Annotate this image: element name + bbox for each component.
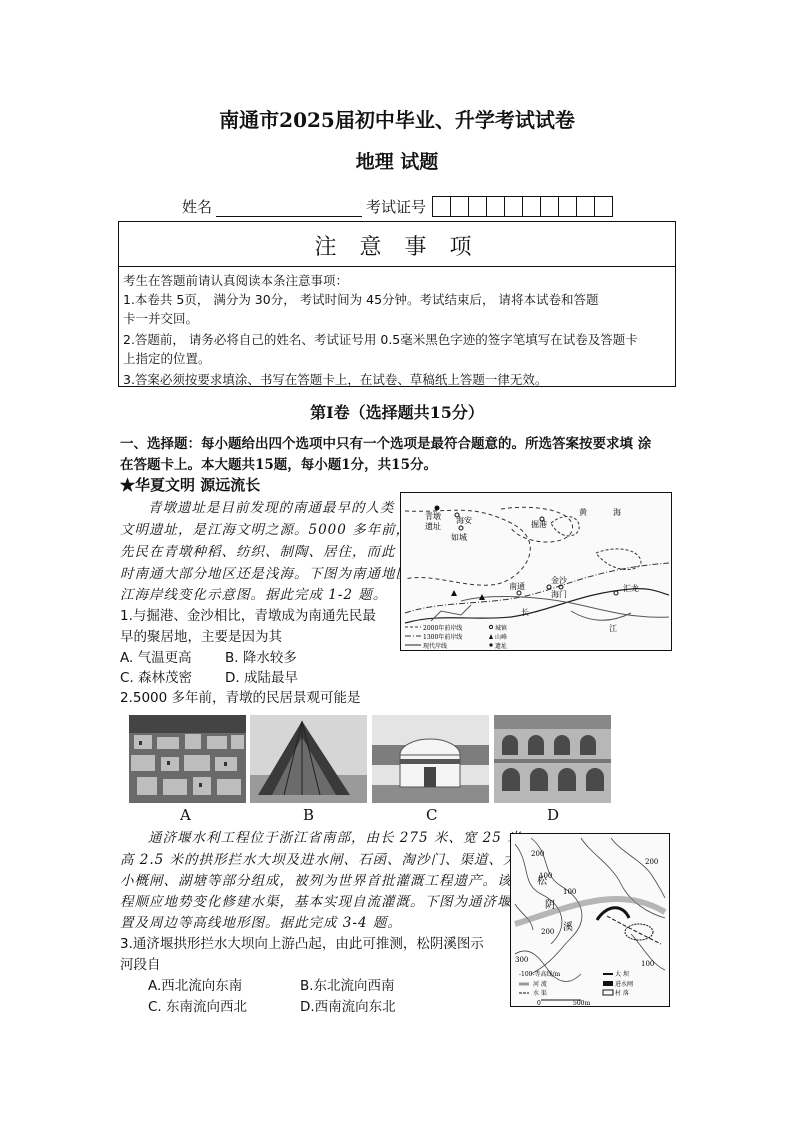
place-label: 南通 <box>509 582 525 591</box>
id-row <box>182 196 613 217</box>
exam-no-boxes[interactable] <box>432 196 613 217</box>
notice-line: 3.答案必须按要求填涂、书写在答题卡上，在试卷、草稿纸上答题一律无效。 <box>123 372 548 387</box>
photo-label: B <box>303 806 315 824</box>
scale-label: 0 <box>537 1000 541 1007</box>
q1-option-c[interactable]: C. 森林茂密 <box>120 670 193 686</box>
place-label: 金沙 <box>551 576 567 585</box>
photo-label: C <box>426 806 438 824</box>
place-label: 汇龙 <box>623 584 639 593</box>
q3-option-b[interactable]: B.东北流向西南 <box>300 978 395 994</box>
q3-stem: 河段自 <box>120 957 161 973</box>
river-label: 松 <box>537 876 547 887</box>
legend-label: 进水闸 <box>615 981 634 988</box>
passage-line: 青墩遗址是目前发现的南通最早的人类 <box>148 500 395 516</box>
place-label: 海门 <box>551 590 567 599</box>
passage-line: 时南通大部分地区还是浅海。下图为南通地区 <box>120 566 410 582</box>
notice-line: 1.本卷共 5页， 满分为 30分， 考试时间为 45分钟。考试结束后， 请将本试卷和答题 <box>123 292 599 307</box>
instruction-line: 一、选择题：每小题给出四个选项中只有一个选项是最符合题意的。所选答案按要求填 涂 <box>120 436 652 452</box>
q3-option-a[interactable]: A.西北流向东南 <box>148 978 243 994</box>
place-label: 遗址 <box>425 522 441 531</box>
legend-label: 河 流 <box>533 981 547 988</box>
passage-line: 文明遗址，是江海文明之源。5000 多年前， <box>120 522 411 538</box>
notice-line: 考生在答题前请认真阅读本条注意事项： <box>123 273 349 288</box>
legend-label: 水 渠 <box>533 990 547 997</box>
notice-heading: 注 意 事 项 <box>314 235 480 260</box>
contour-label: 300 <box>515 956 529 964</box>
passage-line: 程顺应地势变化修建水渠，基本实现自流灌溉。下图为通济堰位 <box>120 894 526 910</box>
place-label: 青墩 <box>425 512 441 521</box>
photo-label: D <box>547 806 560 824</box>
contour-label: 100 <box>641 960 655 968</box>
legend-label: 2000年前岸线 <box>423 625 463 632</box>
contour-label: 200 <box>531 850 545 858</box>
notice-line: 卡一并交回。 <box>123 311 199 326</box>
exam-no-label: 考试证号 <box>366 198 427 216</box>
legend-label: -100-等高线/m <box>519 971 561 978</box>
notice-line: 2.答题前， 请务必将自己的姓名、考试证号用 0.5毫米黑色字迹的签字笔填写在试卷及答题卡 <box>123 332 638 347</box>
topic-heading: ★华夏文明 源远流长 <box>120 476 261 494</box>
legend-label: 山峰 <box>495 634 508 641</box>
q3-stem: 3.通济堰拱形拦水大坝向上游凸起，由此可推测，松阴溪图示 <box>120 936 484 952</box>
place-label: 掘港 <box>531 520 547 529</box>
section-heading: 第Ⅰ卷（选择题共15分） <box>310 403 484 422</box>
q3-option-d[interactable]: D.西南流向东北 <box>300 999 396 1015</box>
passage-line: 置及周边等高线地形图。据此完成 3-4 题。 <box>120 915 402 931</box>
place-label: 江 <box>609 624 617 633</box>
q1-stem: 1.与掘港、金沙相比，青墩成为南通先民最 <box>120 608 376 624</box>
legend-label: 村 落 <box>615 990 629 997</box>
passage-line: 小概闸、湖塘等部分组成，被列为世界首批灌溉工程遗产。该工 <box>120 873 526 889</box>
scale-label: 500m <box>573 1000 591 1007</box>
place-label: 海安 <box>456 516 472 525</box>
place-label: 如城 <box>451 533 467 542</box>
q1-option-d[interactable]: D. 成陆最早 <box>225 670 298 686</box>
exam-title: 南通市2025届初中毕业、升学考试试卷 <box>219 108 575 132</box>
contour-label: 100 <box>563 888 577 896</box>
coastline-map <box>400 492 672 651</box>
q1-stem: 早的聚居地，主要是因为其 <box>120 629 282 645</box>
contour-label: 200 <box>645 858 659 866</box>
q1-option-b[interactable]: B. 降水较多 <box>225 650 297 666</box>
contour-map <box>510 833 670 1007</box>
place-label: 海 <box>613 508 621 517</box>
legend-label: 1300年前岸线 <box>423 634 463 641</box>
instruction-line: 在答题卡上。本大题共15题，每小题1分，共15分。 <box>120 457 437 473</box>
q3-option-c[interactable]: C. 东南流向西北 <box>148 999 248 1015</box>
place-label: 黄 <box>579 508 587 517</box>
legend-label: 现代岸线 <box>423 643 448 650</box>
legend-label: 遗址 <box>495 643 508 650</box>
name-label: 姓名 <box>182 198 213 216</box>
contour-label: 100 <box>539 872 553 880</box>
name-field[interactable] <box>216 198 362 217</box>
q1-option-a[interactable]: A. 气温更高 <box>120 650 192 666</box>
notice-line: 上指定的位置。 <box>123 351 211 366</box>
q2-stem: 2.5000 多年前，青墩的民居景观可能是 <box>120 690 361 706</box>
photo-label: A <box>180 806 191 824</box>
legend-label: 城镇 <box>495 625 508 632</box>
place-label: 长 <box>521 608 529 617</box>
contour-label: 200 <box>541 928 555 936</box>
passage-line: 高 2.5 米的拱形拦水大坝及进水闸、石函、淘沙门、渠道、大 <box>120 852 518 868</box>
subject-title: 地理 试题 <box>355 151 439 173</box>
river-label: 溪 <box>563 922 573 933</box>
legend-label: 大 坝 <box>615 971 629 978</box>
passage-line: 通济堰水利工程位于浙江省南部，由长 275 米、宽 25 米、 <box>148 830 537 846</box>
photo-a-dense-houses[interactable] <box>129 715 246 803</box>
photo-c-yurt[interactable] <box>372 715 489 803</box>
photo-d-cave-dwellings[interactable] <box>494 715 611 803</box>
notice-box <box>118 221 676 387</box>
passage-line: 先民在青墩种稻、纺织、制陶、居住，而此 <box>120 544 396 560</box>
passage-line: 江海岸线变化示意图。据此完成 1-2 题。 <box>120 587 388 603</box>
river-label: 阴 <box>545 900 555 911</box>
photo-b-thatched-hut[interactable] <box>250 715 367 803</box>
